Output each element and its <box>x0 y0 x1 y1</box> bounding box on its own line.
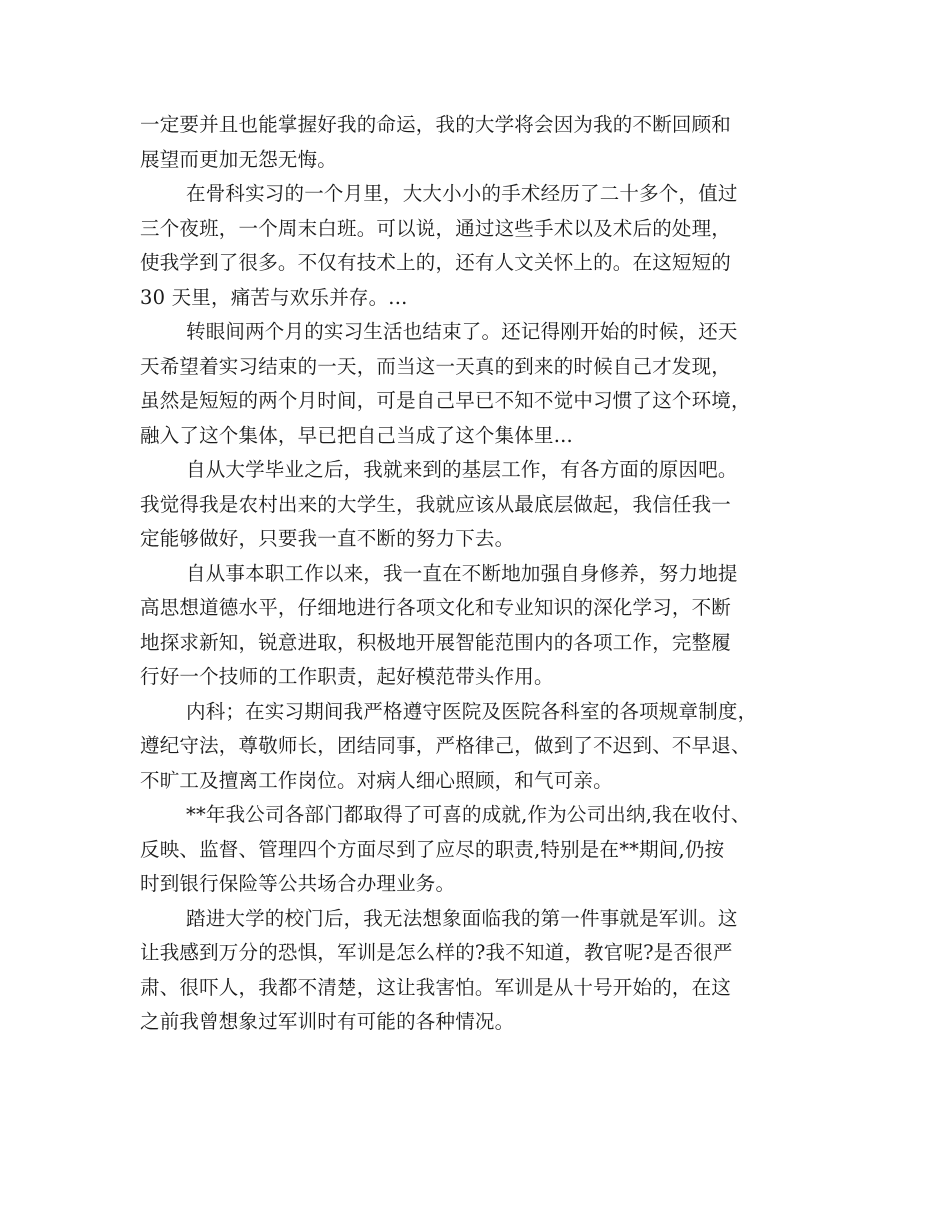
paragraph-first-line: **年我公司各部门都取得了可喜的成就,作为公司出纳,我在收付、 <box>186 803 751 826</box>
text-line: 三个夜班，一个周末白班。可以说，通过这些手术以及术后的处理， <box>140 216 732 240</box>
paragraph-first-line: 在骨科实习的一个月里，大大小小的手术经历了二十多个，值过 <box>186 182 738 205</box>
text-line: 时到银行保险等公共场合办理业务。 <box>140 872 456 895</box>
text-line: 定能够做好，只要我一直不断的努力下去。 <box>140 527 515 550</box>
paragraph-first-line: 内科；在实习期间我严格遵守医院及医院各科室的各项规章制度， <box>186 699 758 723</box>
text-line: 行好一个技师的工作职责，起好模范带头作用。 <box>140 665 554 688</box>
text-line: 反映、监督、管理四个方面尽到了应尽的职责,特别是在**期间,仍按 <box>140 837 725 861</box>
paragraph-first-line: 踏进大学的校门后，我无法想象面临我的第一件事就是军训。这 <box>186 906 738 930</box>
paragraph-first-line: 自从事本职工作以来，我一直在不断地加强自身修养，努力地提 <box>186 561 738 585</box>
text-line: 30 天里，痛苦与欢乐并存。... <box>140 285 408 309</box>
text-line: 使我学到了很多。不仅有技术上的，还有人文关怀上的。在这短短的 <box>140 251 732 274</box>
text-line: 一定要并且也能掌握好我的命运，我的大学将会因为我的不断回顾和 <box>140 113 732 136</box>
text-line: 肃、很吓人，我都不清楚，这让我害怕。军训是从十号开始的，在这 <box>140 975 732 999</box>
text-line: 虽然是短短的两个月时间，可是自己早已不知不觉中习惯了这个环境， <box>140 389 751 412</box>
document-page <box>140 108 820 1040</box>
paragraph-first-line: 自从大学毕业之后，我就来到的基层工作，有各方面的原因吧。 <box>186 458 738 481</box>
paragraph-first-line: 转眼间两个月的实习生活也结束了。还记得刚开始的时候，还天 <box>186 320 738 343</box>
text-line: 遵纪守法，尊敬师长，团结同事，严格律己，做到了不迟到、不早退、 <box>140 734 751 757</box>
text-line: 我觉得我是农村出来的大学生，我就应该从最底层做起，我信任我一 <box>140 492 732 516</box>
text-line: 之前我曾想象过军训时有可能的各种情况。 <box>140 1010 515 1033</box>
text-line: 天希望着实习结束的一天，而当这一天真的到来的时候自己才发现， <box>140 354 732 378</box>
text-line: 高思想道德水平，仔细地进行各项文化和专业知识的深化学习，不断 <box>140 596 732 619</box>
text-line: 地探求新知，锐意进取，积极地开展智能范围内的各项工作，完整履 <box>140 630 732 654</box>
text-line: 展望而更加无怨无悔。 <box>140 147 338 171</box>
text-line: 让我感到万分的恐惧，军训是怎么样的?我不知道，教官呢?是否很严 <box>140 941 733 964</box>
text-line: 融入了这个集体，早已把自己当成了这个集体里... <box>140 423 573 447</box>
text-line: 不旷工及擅离工作岗位。对病人细心照顾，和气可亲。 <box>140 768 613 792</box>
